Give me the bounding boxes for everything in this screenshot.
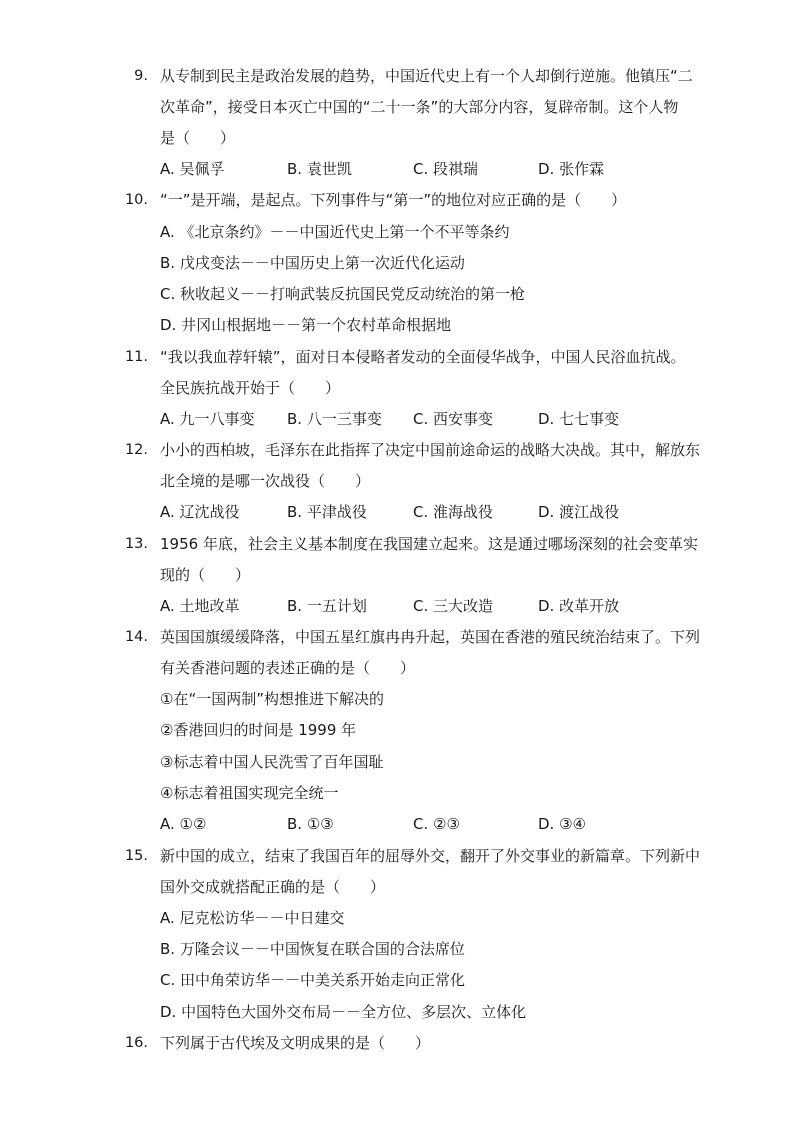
option-c: C. ②③ xyxy=(413,815,460,833)
option-a: A. 辽沈战役 xyxy=(160,503,240,521)
question-stem-line: 从专制到民主是政治发展的趋势，中国近代史上有一个人却倒行逆施。他镇压“二 xyxy=(160,67,693,85)
option-a: A. 《北京条约》－－中国近代史上第一个不平等条约 xyxy=(160,223,510,241)
option-a: A. 土地改革 xyxy=(160,597,240,615)
question-number: 15. xyxy=(124,848,148,864)
option-b: B. 平津战役 xyxy=(287,503,367,521)
option-c: C. 田中角荣访华－－中美关系开始走向正常化 xyxy=(160,971,466,989)
option-a: A. 尼克松访华－－中日建交 xyxy=(160,909,345,927)
question-number: 9. xyxy=(134,68,148,84)
option-b: B. 袁世凯 xyxy=(287,160,352,178)
statement-3: ③标志着中国人民洗雪了百年国耻 xyxy=(160,753,384,771)
question-number: 13. xyxy=(124,536,148,552)
question-stem-line: 英国国旗缓缓降落，中国五星红旗冉冉升起，英国在香港的殖民统治结束了。下列 xyxy=(160,628,701,646)
option-b: B. ①③ xyxy=(287,815,334,833)
option-c: C. 三大改造 xyxy=(413,597,494,615)
question-number: 14. xyxy=(124,629,148,645)
question-stem-line: 是（ ） xyxy=(160,129,236,147)
question-stem-line: 次革命”，接受日本灭亡中国的“二十一条”的大部分内容，复辟帝制。这个人物 xyxy=(160,98,679,116)
option-a: A. ①② xyxy=(160,815,207,833)
question-stem-line: 下列属于古代埃及文明成果的是（ ） xyxy=(160,1034,431,1052)
option-d: D. ③④ xyxy=(538,815,586,833)
option-d: D. 张作霖 xyxy=(538,160,605,178)
question-number: 16. xyxy=(124,1035,148,1051)
question-number: 10. xyxy=(124,192,148,208)
question-stem-line: 现的（ ） xyxy=(160,566,251,584)
option-d: D. 改革开放 xyxy=(538,597,620,615)
question-stem-line: “一”是开端，是起点。下列事件与“第一”的地位对应正确的是（ ） xyxy=(160,191,627,209)
option-c: C. 西安事变 xyxy=(413,410,494,428)
question-stem-line: 1956 年底，社会主义基本制度在我国建立起来。这是通过哪场深刻的社会变革实 xyxy=(160,535,698,553)
question-stem-line: 新中国的成立，结束了我国百年的屈辱外交，翻开了外交事业的新篇章。下列新中 xyxy=(160,847,701,865)
question-stem-line: “我以我血荐轩辕”，面对日本侵略者发动的全面侵华战争，中国人民浴血抗战。 xyxy=(160,348,686,366)
question-stem-line: 全民族抗战开始于（ ） xyxy=(160,379,341,397)
statement-1: ①在“一国两制”构想推进下解决的 xyxy=(160,690,384,708)
question-number: 11. xyxy=(124,349,148,365)
option-b: B. 一五计划 xyxy=(287,597,367,615)
question-stem-line: 北全境的是哪一次战役（ ） xyxy=(160,472,371,490)
option-c: C. 秋收起义－－打响武装反抗国民党反动统治的第一枪 xyxy=(160,285,526,303)
option-b: B. 万隆会议－－中国恢复在联合国的合法席位 xyxy=(160,940,465,958)
option-d: D. 渡江战役 xyxy=(538,503,620,521)
question-stem-line: 国外交成就搭配正确的是（ ） xyxy=(160,878,386,896)
option-d: D. 中国特色大国外交布局－－全方位、多层次、立体化 xyxy=(160,1003,527,1021)
option-c: C. 淮海战役 xyxy=(413,503,494,521)
option-a: A. 吴佩孚 xyxy=(160,160,225,178)
option-b: B. 八一三事变 xyxy=(287,410,382,428)
statement-4: ④标志着祖国实现完全统一 xyxy=(160,784,339,802)
option-b: B. 戊戌变法－－中国历史上第一次近代化运动 xyxy=(160,254,465,272)
option-a: A. 九一八事变 xyxy=(160,410,255,428)
option-d: D. 七七事变 xyxy=(538,410,620,428)
statement-2: ②香港回归的时间是 1999 年 xyxy=(160,721,357,739)
option-d: D. 井冈山根据地－－第一个农村革命根据地 xyxy=(160,316,452,334)
option-c: C. 段祺瑞 xyxy=(413,160,479,178)
question-stem-line: 有关香港问题的表述正确的是（ ） xyxy=(160,659,416,677)
question-stem-line: 小小的西柏坡，毛泽东在此指挥了决定中国前途命运的战略大决战。其中，解放东 xyxy=(160,441,701,459)
question-number: 12. xyxy=(124,442,148,458)
